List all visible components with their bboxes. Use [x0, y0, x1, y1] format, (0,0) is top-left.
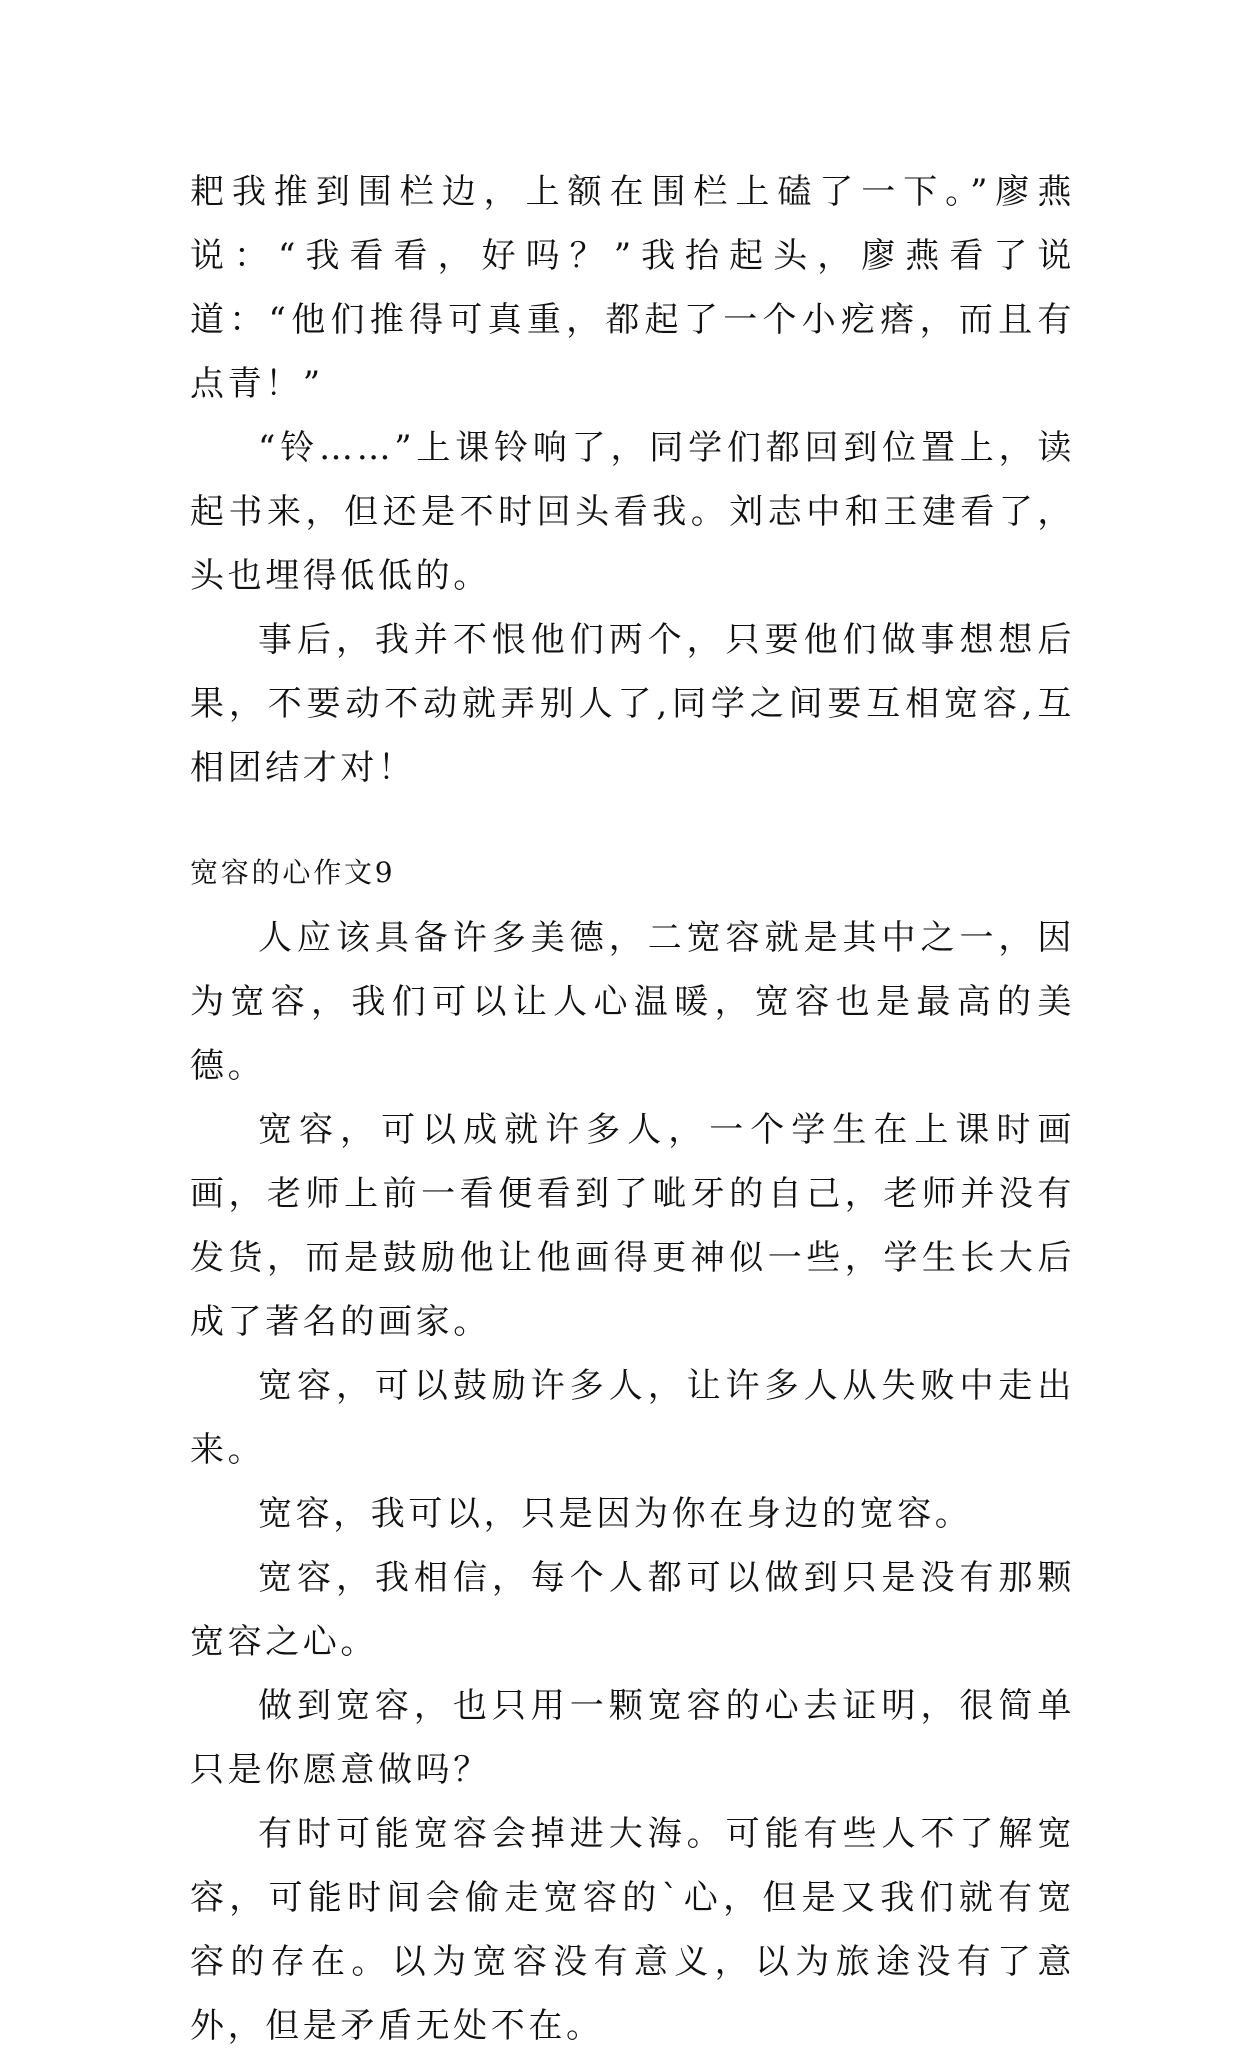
paragraph-afterwards: 事后，我并不恨他们两个，只要他们做事想想后果，不要动不动就弄别人了,同学之间要互相宽容,互相团结才对！ [190, 620, 1075, 788]
section-heading: 宽容的心作文9 [190, 856, 396, 889]
paragraph-2: 宽容，可以成就许多人，一个学生在上课时画画，老师上前一看便看到了呲牙的自己，老师并没有发货，而是鼓励他让他画得更神似一些，学生长大后成了著名的画家。 [190, 1110, 1075, 1342]
document-body [190, 160, 1075, 2058]
paragraph-6: 做到宽容，也只用一颗宽容的心去证明，很简单只是你愿意做吗？ [190, 1686, 1075, 1790]
paragraph-4: 宽容，我可以，只是因为你在身边的宽容。 [258, 1494, 973, 1534]
paragraph-bell: “铃……”上课铃响了，同学们都回到位置上，读起书来，但还是不时回头看我。刘志中和王建看了，头也埋得低低的。 [190, 428, 1075, 596]
paragraph-7: 有时可能宽容会掉进大海。可能有些人不了解宽容，可能时间会偷走宽容的`心，但是又我们就有宽容的存在。以为宽容没有意义，以为旅途没有了意外，但是矛盾无处不在。 [190, 1814, 1075, 2046]
section-spacer [190, 800, 1075, 840]
paragraph-3: 宽容，可以鼓励许多人，让许多人从失败中走出来。 [190, 1366, 1075, 1470]
paragraph-1: 人应该具备许多美德，二宽容就是其中之一，因为宽容，我们可以让人心温暖，宽容也是最高的美德。 [190, 918, 1075, 1086]
paragraph-5: 宽容，我相信，每个人都可以做到只是没有那颗宽容之心。 [190, 1558, 1075, 1662]
paragraph-continued: 耙我推到围栏边，上额在围栏上磕了一下。”廖燕说：“我看看，好吗？”我抬起头，廖燕看了说道：“他们推得可真重，都起了一个小疙瘩，而且有点青！” [190, 172, 1075, 404]
